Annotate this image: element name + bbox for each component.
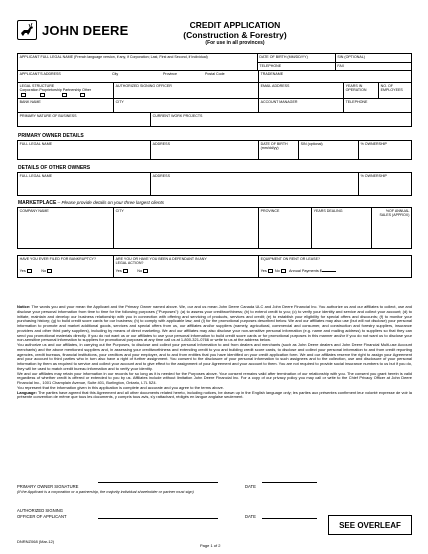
client-province-field[interactable] [258, 208, 311, 248]
john-deere-logo [17, 20, 129, 40]
proprietorship-option-label: Proprietorship [39, 88, 62, 93]
brand-name: JOHN DEERE [42, 22, 129, 38]
client-years-field[interactable] [311, 208, 371, 248]
corporation-checkbox[interactable] [21, 93, 26, 97]
officer-date-line[interactable] [262, 518, 317, 519]
defendant-label: ARE YOU OR HAVE YOU BEEN A DEFENDANT IN ANY LEGAL ACTION? [115, 257, 207, 266]
address-label: APPLICANT'S ADDRESS [19, 72, 61, 77]
fax-label: FAX [337, 64, 345, 69]
dob-label: DATE OF BIRTH (MM/DD/YY) [259, 55, 308, 60]
other-owner-ownership-field[interactable] [358, 173, 411, 195]
sin-field[interactable] [335, 54, 411, 62]
client-sales-label: %OF ANNUAL SALES (APPROX) [379, 209, 410, 218]
form-title: CREDIT APPLICATION [189, 20, 281, 30]
dob-field[interactable] [257, 54, 335, 62]
owner-date-label: DATE [245, 484, 256, 489]
address-city-label: City [112, 72, 119, 77]
notice-paragraph-3: We and our affiliates may retain your information in our records for so long as it is needed for the Purposes above. Your consent remains valid after termination of our relationship with you. The consent you grant herein is valid regardless of whether credit is offered or extended to you by us. Affiliates include without limitation John Deere Financial Inc. For a copy of our privacy policy you may call or write to the Chief Privacy Officer at John Deere Financial Inc., 1001 Champlain Avenue, Suite 401, Burlington, Ontario, L7L 5Z4. [17, 370, 412, 385]
applicant-row-1 [18, 54, 411, 70]
bank-city-label: CITY [115, 100, 124, 105]
client-province-label: PROVINCE [260, 209, 280, 214]
bankruptcy-yes-label: Yes [19, 269, 26, 274]
client-company-field[interactable] [18, 208, 113, 248]
notice-paragraph-1: The words you and your mean the Applicant and the Primary Owner named above. We, our and us mean John Deere Canada ULC and John Deere Financial Inc. You authorize us and our affiliates to collect, use and disclose your personal information from time to time for the following purposes ("Purposes"): (a) to assess your creditworthiness; (b) to extend credit to you; (c) to verify your identity and service and collect your account; (d) to initiate, maintain and develop our business relationship with you in connection with offering and servicing of products, services and credit; (e) to establish your eligibility for special offers and discounts; (f) to monitor your purchasing history; (g) to build credit score cards for our business; (h) to comply with applicable law; and (i) for the promotional purposes described below. We and our affiliates may also use (but will not disclose) your personal information to promote and market additional goods, services and special offers from us, our affiliates and/or suppliers (namely, agricultural, commercial and consumer, and construction and forestry suppliers, insurance providers and other third party suppliers), including by means of direct marketing. We and our affiliates may also disclose your non-sensitive personal information (e.g. name and mailing address) to suppliers so that they can send you promotional materials directly. If you do not want us or our affiliates to use your personal information to build credit score cards or for promotional purposes in this manner and/or if you do not want us to disclose your non-sensitive personal information to suppliers for promotional purposes at any time call us at 1-800-321-0766 or write to us at the address below. [17, 304, 412, 343]
equipment-label: EQUIPMENT ON RENT OR LEASE? [260, 257, 320, 262]
owner-signature-note: (If the Applicant is a corporation or a partnership, the majority individual shareholder or partner must sign) [17, 490, 194, 494]
deer-logo-icon [17, 20, 37, 40]
corporation-option-label: Corporation [19, 88, 39, 93]
primary-owner-heading: PRIMARY OWNER DETAILS [18, 133, 84, 139]
bank-city-field[interactable] [113, 99, 258, 112]
owner-name-label: FULL LEGAL NAME [19, 142, 53, 147]
defendant-question [113, 256, 258, 277]
marketplace-row [18, 208, 411, 248]
annual-payments-input[interactable] [322, 271, 336, 272]
owner-dob-field[interactable] [258, 141, 298, 159]
employees-label: NO. OF EMPLOYEES [380, 84, 403, 93]
full-name-label: APPLICANT FULL LEGAL NAME (French language version, if any, if Corporation; Last, First and Second, if Individual) [19, 55, 208, 60]
account-manager-label: ACCOUNT MANAGER [260, 100, 298, 105]
page-number: Page 1 of 2 [200, 543, 221, 548]
owner-date-line[interactable] [262, 482, 317, 483]
form-note: (For use in all provinces) [205, 40, 265, 46]
annual-payments-label: Annual Payments $ [288, 269, 322, 274]
owner-dob-label: DATE OF BIRTH (mm/dd/yy) [260, 142, 288, 151]
client-company-label: COMPANY NAME [19, 209, 49, 214]
officer-signature-line[interactable] [98, 518, 218, 519]
owner-sin-field[interactable] [298, 141, 358, 159]
form-code: DNRNZ068 (Mar-12) [17, 539, 55, 544]
owner-name-field[interactable] [18, 141, 150, 159]
marketplace-box [17, 207, 412, 249]
defendant-yes-label: Yes [115, 268, 122, 273]
email-field[interactable] [258, 83, 343, 98]
other-owner-address-field[interactable] [150, 173, 358, 195]
bankruptcy-label: HAVE YOU EVER FILED FOR BANKRUPTCY? [19, 257, 96, 262]
owner-sin-label: SIN (optional) [300, 142, 323, 147]
client-city-field[interactable] [113, 208, 258, 248]
other-owners-box [17, 172, 412, 196]
bankruptcy-no-checkbox[interactable] [47, 269, 52, 273]
years-operation-label: YEARS IN OPERATION [345, 84, 367, 93]
notice-lead: Notice: [17, 304, 31, 309]
applicant-box [17, 53, 412, 127]
equipment-no-checkbox[interactable] [281, 269, 286, 273]
notice-paragraph-2: You authorize us and our affiliates, in carrying out the Purposes, to disclose and collect your personal information to and from dealers and merchants (such as John Deere dealers and John Deere Financial Multi-use Account merchants) and the above mentioned suppliers and, in assessing your creditworthiness and extending credit to you and building credit score cards, to disclose and collect your personal information to and from credit reporting agencies, credit bureaus, financial institutions, your creditors and your employer, and to and from entities that you have identified on your credit application form. We and our affiliates reserve the right to assign your Agreement and your account to third parties who in turn also have a right of further assignment. You consent to the disclosure of your personal information to such assignees and to the collection, use and disclosure of your personal information by them as required to service and collect your account and to give effect to the assignment of your Agreement and your account to them. You are not required to provide social insurance numbers to us but if you do, they will be used to match credit bureau information and to verify your identity. [17, 342, 412, 371]
equipment-yes-label: Yes [260, 269, 267, 274]
applicant-section [17, 53, 412, 278]
defendant-yes-checkbox[interactable] [123, 269, 128, 273]
form-subtitle: (Construction & Forestry) [183, 30, 287, 40]
applicant-row-5 [18, 112, 411, 126]
work-projects-label: CURRENT WORK PROJECTS [152, 114, 203, 119]
language-clause: The parties have agreed that this Agreement and all other documents related hereto, including notices, be drawn up in the English language only; les parties aux présentes confirment leur volonté expresse de voir la présente convention de même que tous les documents, y compris tous avis, s'y rattachant, rédigés en langue anglaise seulement. [17, 389, 412, 400]
address-postal-label: Postal Code [205, 72, 225, 77]
equipment-question [258, 256, 411, 277]
bank-name-label: BANK NAME [19, 100, 41, 105]
other-option-label: Other [82, 88, 92, 93]
business-nature-label: PRIMARY NATURE OF BUSINESS [19, 114, 77, 119]
privacy-notice [17, 305, 412, 400]
applicant-row-4 [18, 98, 411, 112]
telephone-field[interactable] [257, 63, 335, 70]
other-owner-name-label: FULL LEGAL NAME [19, 174, 53, 179]
client-years-label: YEARS DEALING [313, 209, 343, 214]
owner-ownership-field[interactable] [358, 141, 411, 159]
primary-owner-box [17, 140, 412, 160]
owner-signature-line[interactable] [98, 482, 218, 483]
partnership-option-label: Partnership [62, 88, 82, 93]
fax-field[interactable] [335, 63, 411, 70]
full-name-field[interactable] [18, 54, 257, 70]
owner-address-label: ADDRESS [152, 142, 170, 147]
business-nature-field[interactable] [18, 113, 150, 126]
address-field[interactable] [18, 71, 258, 82]
primary-owner-row [18, 141, 411, 159]
bank-telephone-field[interactable] [343, 99, 411, 112]
bankruptcy-no-label: No [41, 269, 47, 274]
officer-signature-label-2: OFFICER OF APPLICANT [17, 514, 67, 519]
applicant-row-2 [18, 70, 411, 82]
other-owners-row [18, 173, 411, 195]
sin-label: SIN (OPTIONAL) [337, 55, 365, 60]
equipment-yes-checkbox[interactable] [268, 269, 273, 273]
bankruptcy-yes-checkbox[interactable] [27, 269, 32, 273]
marketplace-title: MARKETPLACE [18, 200, 57, 206]
proprietorship-checkbox[interactable] [40, 93, 45, 97]
language-lead: Language: [17, 389, 37, 395]
defendant-no-label: No [137, 268, 143, 273]
officer-date-label: DATE [245, 514, 256, 519]
bankruptcy-question [18, 256, 113, 277]
bank-telephone-label: TELEPHONE [345, 100, 368, 105]
bank-name-field[interactable] [18, 99, 113, 112]
owner-signature-label: PRIMARY OWNER SIGNATURE [17, 484, 79, 489]
authorized-officer-label: AUTHORIZED SIGNING OFFICER [115, 84, 172, 89]
applicant-row-3 [18, 82, 411, 98]
other-owners-heading: DETAILS OF OTHER OWNERS [18, 165, 91, 171]
other-owner-name-field[interactable] [18, 173, 150, 195]
telephone-label: TELEPHONE [259, 64, 282, 69]
partnership-checkbox[interactable] [62, 93, 67, 97]
see-overleaf-box: SEE OVERLEAF [328, 515, 412, 535]
tradename-label: TRADENAME [260, 72, 284, 77]
marketplace-heading [17, 199, 412, 207]
equipment-no-label: No [274, 269, 280, 274]
legal-structure-field [18, 83, 113, 98]
years-operation-field[interactable] [343, 83, 378, 98]
defendant-no-checkbox[interactable] [143, 269, 148, 273]
client-sales-field[interactable] [371, 208, 411, 248]
marketplace-note: – Please provide details on your three largest clients [56, 200, 165, 205]
questions-box [17, 255, 412, 278]
account-manager-field[interactable] [258, 99, 343, 112]
tradename-field[interactable] [258, 71, 411, 82]
employees-field[interactable] [378, 83, 411, 98]
legal-structure-label: LEGAL STRUCTURE [19, 84, 55, 89]
other-owner-ownership-label: % OWNERSHIP [360, 174, 387, 179]
notice-paragraph-4: You represent that the information given in this application is complete and accurate and you agree to the terms above. [17, 384, 224, 390]
work-projects-field[interactable] [150, 113, 411, 126]
dob-tel-block [257, 54, 411, 70]
officer-signature-label-1: AUTHORIZED SIGNING [17, 508, 64, 513]
email-label: EMAIL ADDRESS [260, 84, 290, 89]
address-province-label: Province [163, 72, 177, 77]
owner-address-field[interactable] [150, 141, 258, 159]
client-city-label: CITY [115, 209, 124, 214]
other-owner-address-label: ADDRESS [152, 174, 170, 179]
authorized-officer-field[interactable] [113, 83, 258, 98]
questions-row [18, 256, 411, 277]
other-checkbox[interactable] [80, 93, 85, 97]
owner-ownership-label: % OWNERSHIP [360, 142, 387, 147]
